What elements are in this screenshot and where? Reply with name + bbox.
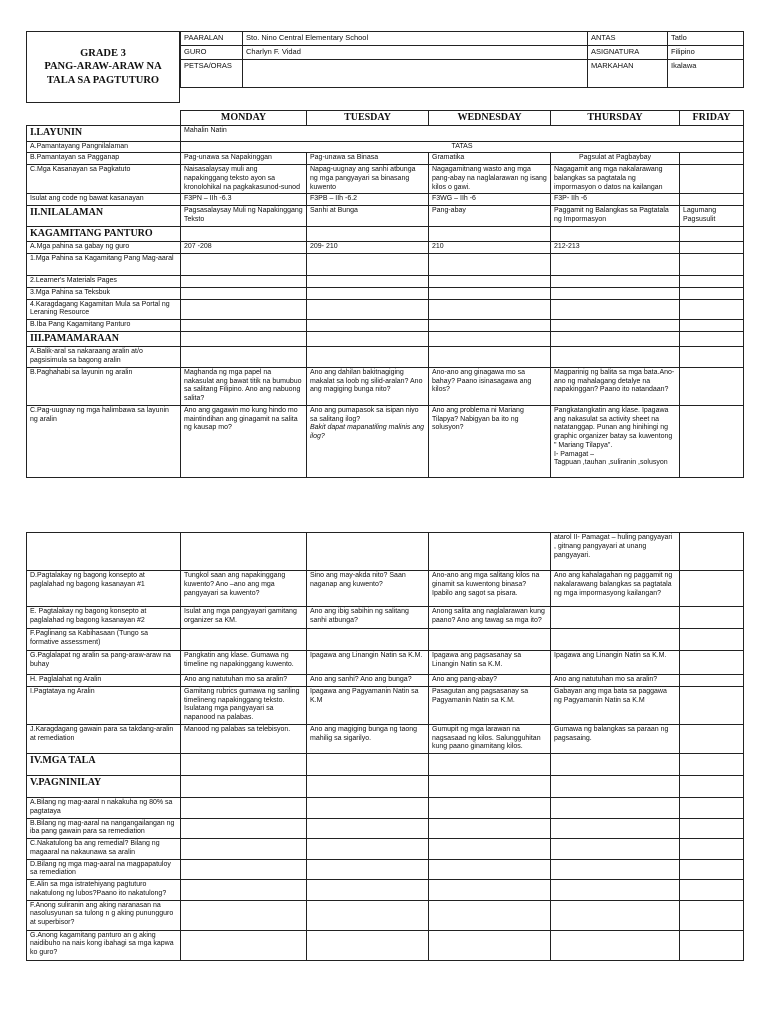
pagninilay-a: A.Bilang ng mag-aaral n nakakuha ng 80% sa pagtataya [27, 798, 181, 819]
nilalaman-thu: Paggamit ng Balangkas sa Pagtatala ng Impormasyon [551, 206, 680, 227]
cont-thu: atarol II- Pamagat – huling pangyayari , gitnang pangyayari at unang pangyayari. [551, 533, 680, 571]
paghahabi-tue: Ano ang dahilan bakitnagiging makalat sa loob ng silid-aralan? Ano ang magiging bunga nito? [307, 367, 429, 405]
section-mga-tala: IV.MGA TALA [27, 754, 181, 776]
pagninilay-e: E.Alin sa mga istratehiyang pagtuturo nakatulong ng lubos?Paano ito nakatulong? [27, 880, 181, 901]
section-nilalaman: II.NILALAMAN [27, 206, 181, 227]
header-info-table [180, 31, 744, 88]
pagninilay-c: C.Nakatulong ba ang remedial? Bilang ng magaaral na nakaunawa sa aralin [27, 839, 181, 860]
nilalaman-wed: Pang-abay [429, 206, 551, 227]
antas-value: Tatlo [668, 32, 744, 46]
pagninilay-b: B.Bilang ng mag-aaral na nangangailangan ng iba pang gawain para sa remediation [27, 818, 181, 839]
paglalapat-label: G.Paglalapat ng aralin sa pang-araw-araw na buhay [27, 651, 181, 675]
pagugnay-wed: Ano ang problema ni Mariang Tilapya? Nabigyan ba ito ng solusyon? [429, 405, 551, 477]
document-title [26, 31, 180, 103]
guro-value: Charlyn F. Vidad [243, 46, 588, 60]
paaralan-label: PAARALAN [181, 32, 243, 46]
balik-label: A.Balik-aral sa nakaraang aralin at/o pagsisimula sa bagong aralin [27, 347, 181, 368]
pagtalakay1-label: D.Pagtalakay ng bagong konsepto at paglalahad ng bagong kasanayan #1 [27, 571, 181, 607]
pagugnay-tue-q2: Bakit dapat mapanatiling malinis ang ilog? [310, 424, 425, 440]
paglalapat-thu: Ipagawa ang Linangin Natin sa K.M. [551, 651, 680, 675]
pagugnay-thu-2: I- Pamagat – [554, 450, 595, 458]
day-monday: MONDAY [181, 111, 307, 126]
karagdagan-tue: Ano ang magiging bunga ng taong mahilig sa sigarilyo. [307, 724, 429, 753]
c-mon: Naisasalaysay muli ang napakinggang teksto ayon sa kronolohikal na pagkakasunod-sunod [181, 165, 307, 194]
pagtalakay2-mon: Isulat ang mga pangyayari gamitang organizer sa KM. [181, 607, 307, 629]
karagdagan-wed: Gumupit ng mga larawan na nagsasaad ng kilos. Salungguhitan kung paano ginamitang kilos. [429, 724, 551, 753]
code-tue: F3PB – IIh -6.2 [307, 194, 429, 206]
petsa-label: PETSA/ORAS [181, 60, 243, 88]
pagninilay-f: F.Anong suliranin ang aking naranasan na nasolusyunan sa tulong n g aking punungguro at superbisor? [27, 900, 181, 930]
pagtataya-thu: Gabayan ang mga bata sa paggawa ng Pagyamanin Natin sa K.M [551, 686, 680, 724]
day-thursday: THURSDAY [551, 111, 680, 126]
b-wed: Gramatika [429, 153, 551, 165]
pagtalakay1-mon: Tungkol saan ang napakinggang kuwento? Ano –ano ang mga pangyayari sa kuwento? [181, 571, 307, 607]
row-label-a: A.Pamantayang Pangnilalaman [27, 141, 181, 153]
row-label-c: C.Mga Kasanayan sa Pagkatuto [27, 165, 181, 194]
paglalahat-label: H. Paglalahat ng Aralin [27, 675, 181, 687]
paglalahat-wed: Ano ang pang-abay? [429, 675, 551, 687]
blank-cell [27, 111, 181, 126]
b-mon: Pag-unawa sa Napakinggan [181, 153, 307, 165]
c-tue: Napag-uugnay ang sanhi atbunga ng mga pangyayari sa binasang kuwento [307, 165, 429, 194]
c-wed: Nagagamitnang wasto ang mga pang-abay na naglalarawan ng isang kilos o gawi. [429, 165, 551, 194]
pagugnay-label: C.Pag-uugnay ng mga halimbawa sa layunin ng aralin [27, 405, 181, 477]
guro-label: GURO [181, 46, 243, 60]
pagtalakay1-thu: Ano ang kahalagahan ng paggamit ng nakalarawang balangkas sa pagtatala ng mga impormasyong kailangan? [551, 571, 680, 607]
paglalahat-thu: Ano ang natutuhan mo sa aralin? [551, 675, 680, 687]
pagugnay-thu [551, 405, 680, 477]
code-mon: F3PN – IIh -6.3 [181, 194, 307, 206]
b-thu: Pagsulat at Pagbaybay [551, 153, 680, 165]
pagtataya-label: I.Pagtataya ng Aralin [27, 686, 181, 724]
r1-label: 1.Mga Pahina sa Kagamitang Pang Mag-aaral [27, 254, 181, 276]
gabay-wed: 210 [429, 242, 551, 254]
paghahabi-thu: Magparinig ng balita sa mga bata.Ano-ano ng mahalagang detalye na napakinggan? Paano ito natandaan? [551, 367, 680, 405]
title-line-3: TALA SA PAGTUTURO [46, 74, 160, 86]
paghahabi-label: B.Paghahabi sa layunin ng aralin [27, 367, 181, 405]
pagninilay-d: D.Bilang ng mga mag-aaral na magpapatuloy sa remediation [27, 859, 181, 880]
paghahabi-mon: Maghanda ng mga papel na nakasulat ang bawat titik na bumubuo sa salitang Filipino. Ano ang nabuong salita? [181, 367, 307, 405]
code-label: Isulat ang code ng bawat kasanayan [27, 194, 181, 206]
paaralan-value: Sto. Nino Central Elementary School [243, 32, 588, 46]
pagugnay-thu-3: Tagpuan ,tauhan ,suliranin ,solusyon [554, 459, 668, 467]
section-kagamitang: KAGAMITANG PANTURO [27, 226, 181, 242]
code-fri [680, 194, 744, 206]
karagdagan-mon: Manood ng palabas sa telebisyon. [181, 724, 307, 753]
gabay-mon: 207 -208 [181, 242, 307, 254]
section-pamamaraan: III.PAMAMARAAN [27, 331, 181, 347]
c-thu: Nagagamit ang mga nakalarawang balangkas sa pagtatala ng impormasyon o datos na kailangan [551, 165, 680, 194]
pagtalakay2-tue: Ano ang ibig sabihin ng salitang sanhi atbunga? [307, 607, 429, 629]
tatas-cell: TATAS [181, 141, 744, 153]
lesson-plan-table [26, 110, 744, 478]
pagtalakay2-label: E. Pagtalakay ng bagong konsepto at paglalahad ng bagong kasanayan #2 [27, 607, 181, 629]
pagtalakay2-wed: Anong salita ang naglalarawan kung paano? Ano ang tawag sa mga ito? [429, 607, 551, 629]
b-fri [680, 153, 744, 165]
asignatura-label: ASIGNATURA [588, 46, 668, 60]
code-thu: F3P- IIh -6 [551, 194, 680, 206]
gabay-tue: 209- 210 [307, 242, 429, 254]
r2-label: 2.Learner's Materials Pages [27, 276, 181, 288]
section-pagninilay: V.PAGNINILAY [27, 776, 181, 798]
kabihasaan-label: F.Paglinang sa Kabihasaan (Tungo sa formative assessment) [27, 629, 181, 651]
paglalahat-mon: Ano ang natutuhan mo sa aralin? [181, 675, 307, 687]
markahan-label: MARKAHAN [588, 60, 668, 88]
paglalahat-tue: Ano ang sanhi? Ano ang bunga? [307, 675, 429, 687]
c-fri [680, 165, 744, 194]
antas-label: ANTAS [588, 32, 668, 46]
pagtalakay1-wed: Ano-ano ang mga salitang kilos na ginamit sa kuwentong binasa? Ipabilo ang sagot sa pisara. [429, 571, 551, 607]
nilalaman-tue: Sanhi at Bunga [307, 206, 429, 227]
day-wednesday: WEDNESDAY [429, 111, 551, 126]
pagugnay-tue [307, 405, 429, 477]
pagninilay-g: G.Anong kagamitang panturo an g aking naidibuho na nais kong ibahagi sa mga kapwa ko guro? [27, 930, 181, 960]
pagugnay-tue-q1: Ano ang pumapasok sa isipan niyo sa salitang ilog? [310, 406, 419, 423]
nilalaman-mon: Pagsasalaysay Muli ng Napakinggang Teksto [181, 206, 307, 227]
r3-label: 3.Mga Pahina sa Teksbuk [27, 287, 181, 299]
asignatura-value: Filipino [668, 46, 744, 60]
paglalapat-wed: Ipagawa ang pagsasanay sa Linangin Natin sa K.M. [429, 651, 551, 675]
b-tue: Pag-unawa sa Binasa [307, 153, 429, 165]
paglalapat-mon: Pangkatin ang klase. Gumawa ng timeline ng napakinggang kuwento. [181, 651, 307, 675]
row-label-b: B.Pamantayan sa Pagganap [27, 153, 181, 165]
pagugnay-mon: Ano ang gagawin mo kung hindo mo maintindihan ang ginagamit na salita ng kausap mo? [181, 405, 307, 477]
title-line-1: GRADE 3 [80, 47, 126, 59]
gabay-thu: 212-213 [551, 242, 680, 254]
day-tuesday: TUESDAY [307, 111, 429, 126]
r5-label: B.Iba Pang Kagamitang Panturo [27, 320, 181, 332]
paglalapat-tue: Ipagawa ang Linangin Natin sa K.M. [307, 651, 429, 675]
title-line-2: PANG-ARAW-ARAW NA [44, 61, 162, 73]
code-wed: F3WG – IIh -6 [429, 194, 551, 206]
r4-label: 4.Karagdagang Kagamitan Mula sa Portal ng Leraning Resource [27, 299, 181, 320]
pagtataya-wed: Pasagutan ang pagsasanay sa Pagyamanin Natin sa K.M. [429, 686, 551, 724]
petsa-value [243, 60, 588, 88]
lesson-plan-table-continued [26, 532, 744, 961]
pagtataya-mon: Gamitang rubrics gumawa ng sariling timelineng napakinggang teksto. Isulatang mga pangyayari sa napanood na palabas. [181, 686, 307, 724]
pagtataya-tue: Ipagawa ang Pagyamanin Natin sa K.M [307, 686, 429, 724]
day-friday: FRIDAY [680, 111, 744, 126]
gabay-label: A.Mga pahina sa gabay ng guro [27, 242, 181, 254]
paghahabi-wed: Ano-ano ang ginagawa mo sa bahay? Paano isinasagawa ang kilos? [429, 367, 551, 405]
section-layunin: I.LAYUNIN [27, 126, 181, 142]
pagugnay-thu-1: Pangkatangkatin ang klase. Ipagawa ang nakasulat sa activity sheet na natatanggap. Punan ang hinihingi ng graphic organizer batay sa kuwentong " Mariang Tilapya". [554, 406, 673, 449]
karagdagan-label: J.Karagdagang gawain para sa takdang-aralin at remediation [27, 724, 181, 753]
layunin-note: Mahalin Natin [181, 126, 744, 142]
nilalaman-fri: Lagumang Pagsusulit [680, 206, 744, 227]
markahan-value: Ikalawa [668, 60, 744, 88]
karagdagan-thu: Gumawa ng balangkas sa paraan ng pagsasaing. [551, 724, 680, 753]
pagtalakay1-tue: Sino ang may-akda nito? Saan naganap ang kuwento? [307, 571, 429, 607]
